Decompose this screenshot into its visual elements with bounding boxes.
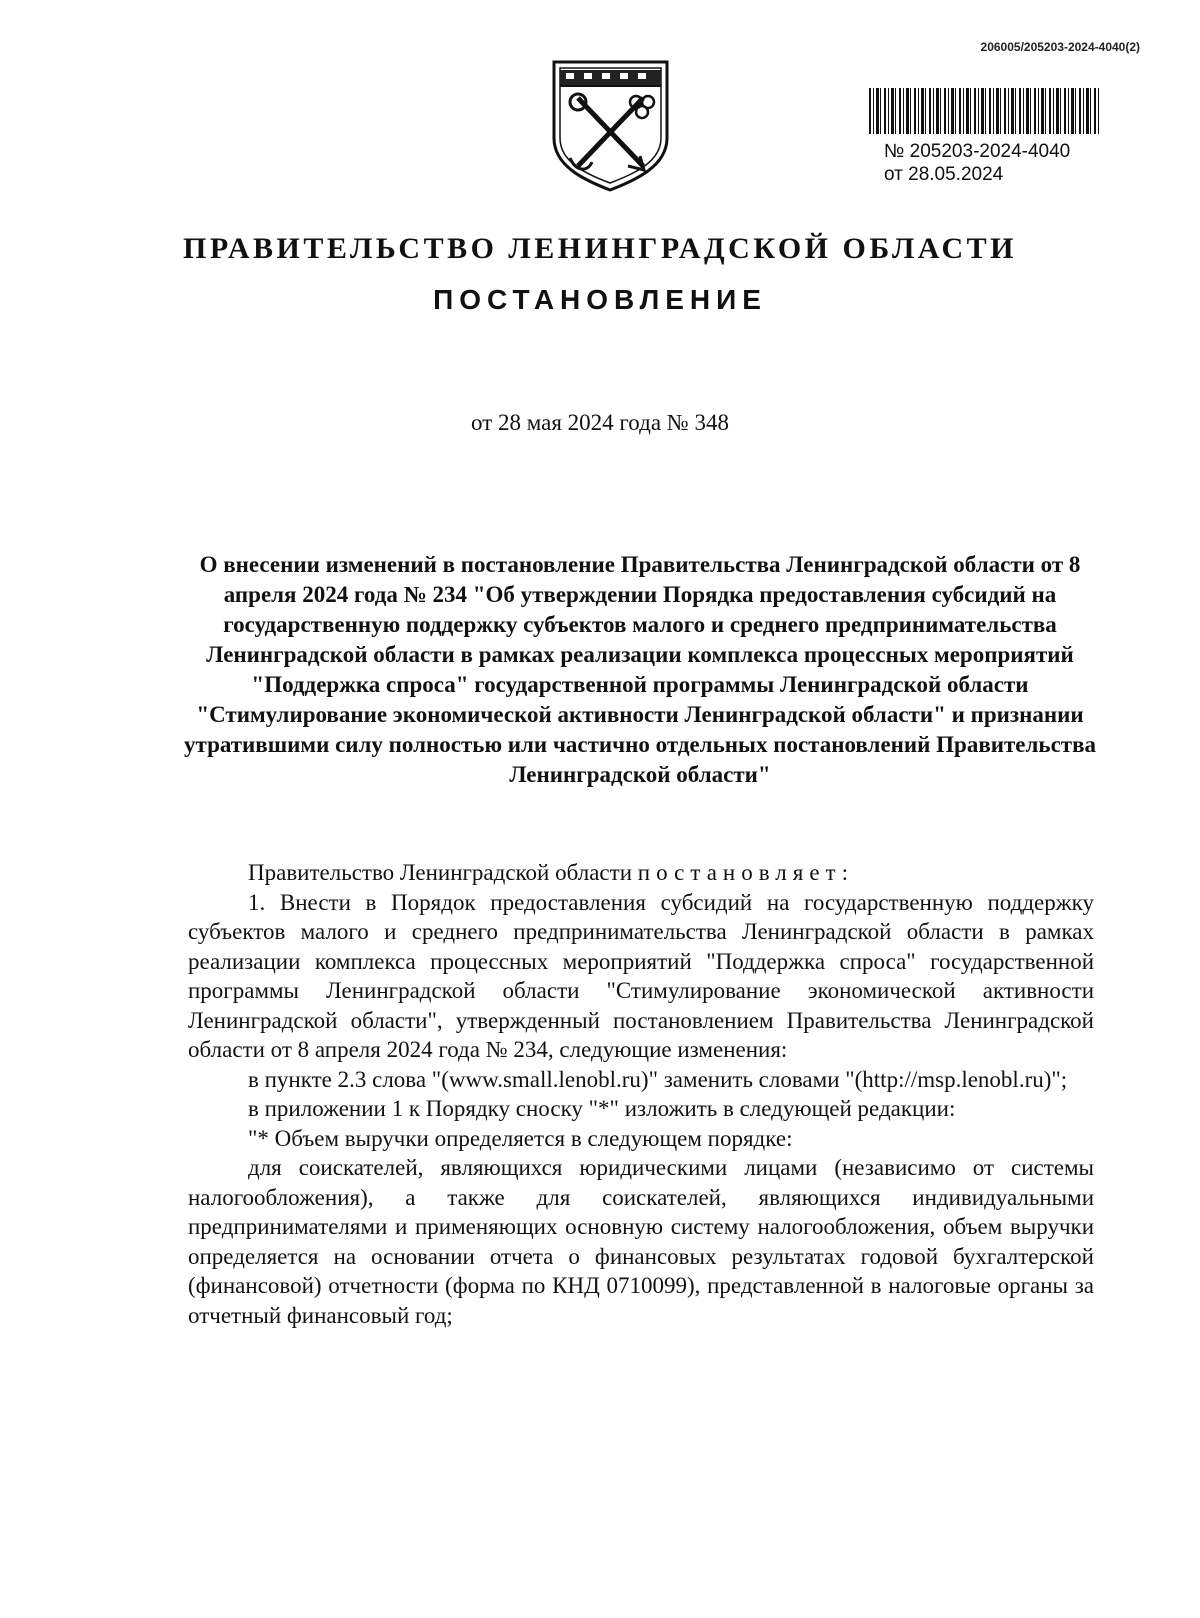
decree-date-number: от 28 мая 2024 года № 348 [471,410,729,435]
government-title: ПРАВИТЕЛЬСТВО ЛЕНИНГРАДСКОЙ ОБЛАСТИ [183,232,1017,265]
paragraph-2: в пункте 2.3 слова "(www.small.lenobl.ru)" заменить словами "(http://msp.lenobl.ru)"; [248,1066,1068,1092]
intro-paragraph [188,858,1094,888]
decree-body [188,858,1094,1330]
registration-number: № 205203-2024-4040 [884,141,1071,162]
decree-title: ПОСТАНОВЛЕНИЕ [433,284,767,315]
registration-date: от 28.05.2024 [884,164,1004,185]
intro-spaced-verb: постановляет: [637,860,854,885]
registration-stamp [884,140,1070,186]
coat-of-arms-icon [548,58,673,193]
paragraph-3: в приложении 1 к Порядку сноску "*" изложить в следующей редакции: [248,1096,956,1121]
paragraph-5: для соискателей, являющихся юридическими лицами (независимо от системы налогообложения), а также для соискателей, являющихся индивидуальными предпринимателями и применяющих основную систему налогообложения, объем выручки определяется на основании отчета о финансовых результатах годовой бухгалтерской (финансовой) отчетности (форма по КНД 0710099), представленной в налоговые органы за отчетный финансовый год; [188,1155,1094,1328]
paragraph-4: "* Объем выручки определяется в следующем порядке: [248,1125,793,1151]
intro-prefix: Правительство Ленинградской области [248,860,638,885]
paragraph-1: 1. Внести в Порядок предоставления субсидий на государственную поддержку субъектов малого и среднего предпринимательства Ленинградской области в рамках реализации комплекса процессных мероприятий "Поддержка спроса" государственной программы Ленинградской области "Стимулирование экономической активности Ленинградской области", утвержденный постановлением Правительства Ленинградской области от 8 апреля 2024 года № 234, следующие изменения: [188,889,1094,1062]
barcode-icon [869,88,1100,134]
document-reference: 206005/205203-2024-4040(2) [980,40,1140,54]
decree-subject: О внесении изменений в постановление Правительства Ленинградской области от 8 апреля 2024 года № 234 "Об утверждении Порядка предоставления субсидий на государственную поддержку субъектов малого и среднего предпринимательства Ленинградской области в рамках реализации комплекса процессных мероприятий "Поддержка спроса" государственной программы Ленинградской области "Стимулирование экономической активности Ленинградской области" и признании утратившими силу полностью или частично отдельных постановлений Правительства Ленинградской области" [183,552,1097,787]
